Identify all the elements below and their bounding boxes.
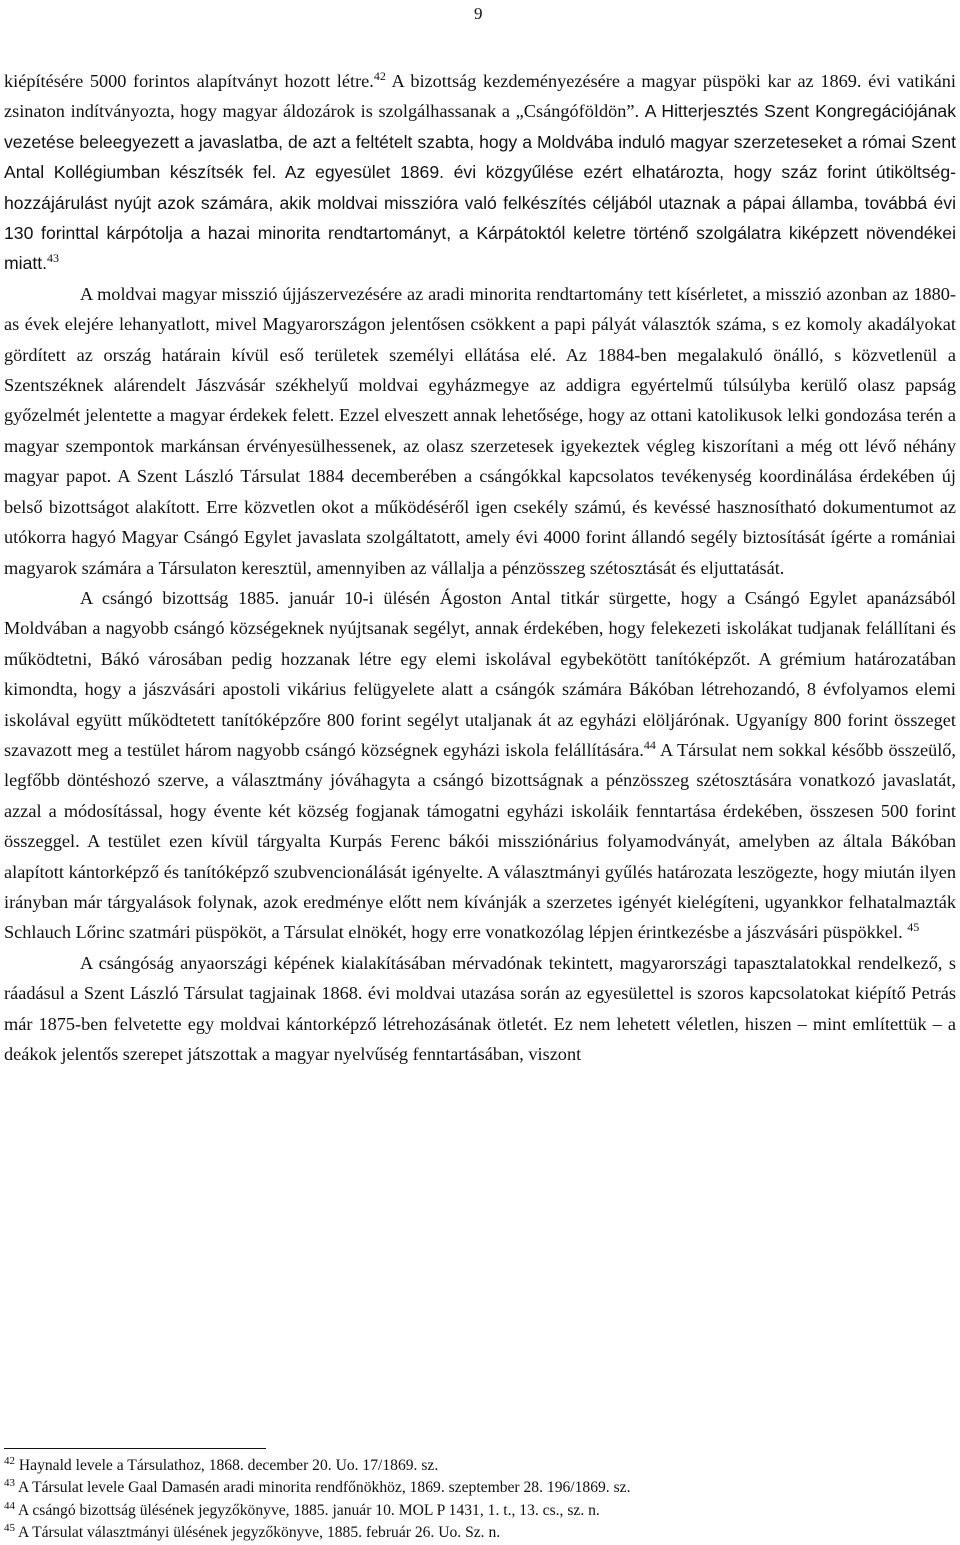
paragraph-1-part-1: kiépítésére 5000 forintos alapítványt hozott létre.: [4, 71, 374, 91]
footnote-ref-45: 45: [907, 920, 920, 935]
paragraph-2: A moldvai magyar misszió újjászervezésére az aradi minorita rendtartomány tett kísérletet, a misszió azonban az 1880-as évek elejére lehanyatlott, mivel Magyarországon jelentősen csökkent a papi pályát választók száma, s ez komoly akadályokat gördített az ország határain kívül eső területek személyi ellátása elé. Az 1884-ben megalakuló önálló, s közvetlenül a Szentszéknek alárendelt Jászvásár székhelyű moldvai egyházmegye az addigra egyértelmű túlsúlyba kerülő olasz papság győzelmét jelentette a magyar érdekek felett. Ezzel elveszett annak lehetősége, hogy az ottani katolikusok lelki gondozása terén a magyar szempontok markánsan érvényesülhessenek, az olasz szerzetesek igyekeztek végleg kiszorítani a még ott lévő néhány magyar papot. A Szent László Társulat 1884 decemberében a csángókkal kapcsolatos tevékenység koordinálása érdekében új belső bizottságot alakított. Erre közvetlen okot a működéséről igen csekély számú, és kevéssé hasznosítható dokumentumot az utókorra hagyó Magyar Csángó Egylet javaslata szolgáltatott, amely évi 4000 forint állandó segély biztosítását ígérte a romániai magyarok számára a Társulaton keresztül, amennyiben az vállalja a pénzösszeg szétosztását és eljuttatását.: [4, 283, 956, 578]
paragraph-1-part-3: A Hitterjesztés Szent Kongregációjának vezetése beleegyezett a javaslatba, de azt a feltételt szabta, hogy a Moldvába induló magyar szerzeteseket a római Szent Antal Kollégiumban készítsék fel. Az egyesület 1869. évi közgyűlése ezért elhatározta, hogy száz forint útiköltség-hozzájárulást nyújt azok számára, akik moldvai misszióra való felkészítés céljából utaznak a pápai államba, továbbá évi 130 forinttal kárpótolja a hazai minorita rendtartományt, a Kárpátoktól keletre történő szolgálatra kiképzett növendékei miatt.: [4, 101, 956, 274]
paragraph-3: [4, 583, 956, 948]
footnote-number: 45: [4, 1521, 15, 1534]
footnote-44: [4, 1500, 956, 1522]
footnote-text: A Társulat választmányi ülésének jegyzőkönyve, 1885. február 26. Uo. Sz. n.: [18, 1523, 501, 1541]
footnote-43: [4, 1477, 956, 1499]
footnote-text: Haynald levele a Társulathoz, 1868. december 20. Uo. 17/1869. sz.: [18, 1457, 439, 1474]
footnote-45: [4, 1522, 956, 1544]
paragraph-3-part-2: A Társulat nem sokkal később összeülő, legfőbb döntéshozó szerve, a választmány jóváhagyta a csángó bizottságnak a pénzösszeg szétosztására vonatkozó javaslatát, azzal a módosítással, hogy évente két község fogjanak támogatni egyházi iskoláik fenntartása érdekében, összesen 500 forint összeggel. A testület ezen kívül tárgyalta Kurpás Ferenc bákói missziónárius folyamodványát, amelyben az általa Bákóban alapított kántorképző és tanítóképző szubvencionálását igényelte. A választmányi gyűlés határozata leszögezte, hogy miután ilyen irányban már tárgyalások folynak, azok eredménye előtt nem kívánják a szerzetes igényét kielégíteni, ugyankkor felhatalmazták Schlauch Lőrinc szatmári püspököt, a Társulat elnökét, hogy erre vonatkozólag lépjen érintkezésbe a jászvásári püspökkel.: [4, 739, 956, 943]
footnote-42: [4, 1455, 956, 1477]
footnote-ref-43: 43: [47, 251, 60, 266]
footnote-ref-42: 42: [373, 69, 386, 83]
footnote-number: 42: [4, 1455, 15, 1467]
paragraph-1: [4, 66, 956, 279]
body-text: [4, 66, 956, 1069]
page-number: 9: [474, 4, 483, 23]
paragraph-4: A csángóság anyaországi képének kialakításában mérvadónak tekintett, magyarországi tapasztalatokkal rendelkező, s ráadásul a Szent László Társulat tagjainak 1868. évi moldvai utazása során az egyesülettel is szoros kapcsolatokat kiépítő Petrás már 1875-ben felvetette egy moldvai kántorképző létrehozásának ötletét. Ez nem lehetett véletlen, hiszen – mint említettük – a deákok jelentős szerepet játszottak a magyar nyelvűség fenntartásában, viszont: [4, 952, 956, 1064]
footnote-divider: [4, 1448, 266, 1449]
footnote-number: 44: [4, 1499, 15, 1512]
paragraph-3-part-1: A csángó bizottság 1885. január 10-i ülésén Ágoston Antal titkár sürgette, hogy a Csángó Egylet apanázsából Moldvában a nagyobb csángó községeknek nyújtsanak segélyt, annak érdekében, hogy felekezeti iskolákat tudjanak felállítani és működtetni, Bákó városában pedig hozzanak létre egy elemi iskolával egybekötött tanítóképzőt. A grémium határozatában kimondta, hogy a jászvásári apostoli vikárius felügyelete alatt a csángók számára Bákóban létrehozandó, 8 évfolyamos elemi iskolával együtt működtetett tanítóképzőre 800 forint segélyt utaljanak át az egyházi elöljárónak. Ugyanígy 800 forint összeget szavazott meg a testület három nagyobb csángó községnek egyházi iskola felállítására.: [4, 587, 956, 760]
footnote-number: 43: [4, 1477, 15, 1490]
paragraph-1-part-2: A bizottság kezdeményezésére a magyar püspöki kar az 1869. évi vatikáni zsinaton indítványozta, hogy magyar áldozárok is szolgálhassanak a „Csángóföldön”.: [4, 71, 956, 122]
footnote-text: A Társulat levele Gaal Damasén aradi minorita rendfőnökhöz, 1869. szeptember 28. 196/1869. sz.: [18, 1479, 631, 1497]
footnote-ref-44: 44: [643, 737, 656, 752]
footnote-text: A csángó bizottság ülésének jegyzőkönyve, 1885. január 10. MOL P 1431, 1. t., 13. cs., sz. n.: [18, 1501, 600, 1519]
footnotes: [4, 1455, 956, 1544]
